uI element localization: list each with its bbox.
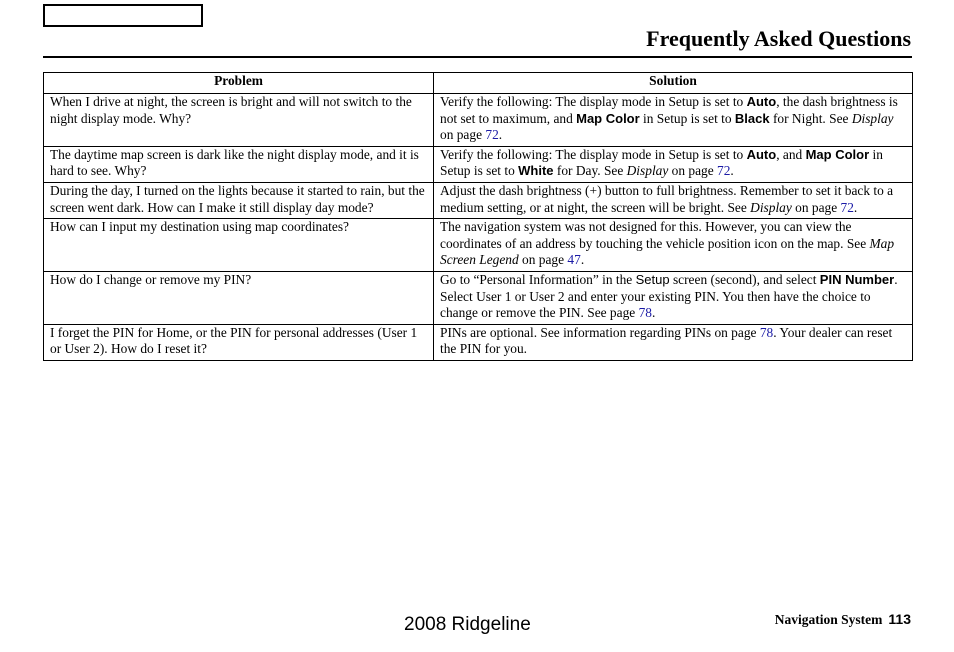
problem-cell: I forget the PIN for Home, or the PIN for personal addresses (User 1 or User 2). How do I reset it? — [44, 324, 434, 360]
section-reference: Display — [750, 199, 792, 215]
page-link[interactable]: 47 — [567, 252, 581, 268]
solution-text: on page — [440, 127, 486, 143]
solution-cell — [434, 219, 913, 272]
problem-cell: The daytime map screen is dark like the night display mode, and it is hard to see. Why? — [44, 146, 434, 182]
page-link[interactable]: 72 — [485, 127, 499, 143]
solution-text: in Setup is set to — [639, 110, 735, 126]
section-reference: Map Screen Legend — [440, 235, 895, 268]
table-row — [44, 271, 913, 324]
solution-text: in Setup is set to — [440, 146, 883, 179]
solution-text: . — [853, 199, 858, 215]
table-row — [44, 146, 913, 182]
page-number: 113 — [888, 611, 911, 627]
section-reference: Display — [626, 163, 669, 179]
table-row — [44, 219, 913, 272]
section-reference: Display — [851, 110, 894, 126]
vehicle-model-label: 2008 Ridgeline — [404, 614, 531, 635]
page-title: Frequently Asked Questions — [646, 26, 911, 51]
solution-text: , and — [776, 146, 806, 162]
solution-text: PINs are optional. See information regarding PINs on page — [440, 324, 760, 340]
solution-text: Adjust the dash brightness (+) button to full brightness. Remember to set it back to a medium setting, or at night, the screen will be bright. See — [440, 182, 894, 215]
solution-text: , the dash brightness is not set to maximum, and — [440, 94, 898, 126]
problem-cell: When I drive at night, the screen is bright and will not switch to the night display mode. Why? — [44, 94, 434, 147]
column-header-solution: Solution — [434, 73, 913, 94]
solution-text: Verify the following: The display mode in Setup is set to — [440, 146, 747, 162]
table-row — [44, 182, 913, 218]
solution-text: on page — [668, 163, 718, 179]
setting-keyword: Auto — [746, 94, 777, 109]
solution-cell — [434, 324, 913, 360]
solution-cell — [434, 94, 913, 147]
page-link[interactable]: 78 — [759, 324, 774, 340]
solution-text: Go to “Personal Information” in the — [440, 271, 636, 287]
column-header-problem: Problem — [44, 73, 434, 94]
solution-text: The navigation system was not designed for this. However, you can view the coordinates of an address by touching the vehicle position icon on the map. See — [440, 219, 870, 251]
solution-text: on page — [518, 252, 568, 268]
title-divider — [43, 56, 912, 58]
problem-cell: How can I input my destination using map coordinates? — [44, 219, 434, 272]
setting-keyword: Setup — [635, 271, 670, 287]
solution-text: . Your dealer can reset the PIN for you. — [440, 324, 893, 357]
setting-keyword: Map Color — [576, 110, 640, 126]
section-name: Navigation System — [774, 612, 883, 627]
solution-text: on page — [791, 199, 841, 215]
faq-table — [43, 72, 913, 361]
solution-text: for Night. See — [769, 110, 852, 126]
solution-text: . — [580, 252, 585, 268]
solution-cell — [434, 182, 913, 218]
table-row — [44, 94, 913, 147]
footer-section — [775, 611, 911, 628]
corner-frame — [43, 4, 203, 27]
setting-keyword: PIN Number — [819, 271, 895, 287]
problem-cell: How do I change or remove my PIN? — [44, 271, 434, 324]
solution-cell — [434, 146, 913, 182]
table-row — [44, 324, 913, 360]
page-link[interactable]: 78 — [638, 305, 652, 321]
setting-keyword: Black — [734, 110, 770, 126]
setting-keyword: Map Color — [805, 146, 870, 162]
solution-text: screen (second), and select — [669, 271, 820, 287]
solution-text: . — [498, 127, 503, 143]
problem-cell: During the day, I turned on the lights because it started to rain, but the screen went dark. How can I make it still display day mode? — [44, 182, 434, 218]
setting-keyword: Auto — [746, 146, 777, 162]
solution-text: for Day. See — [553, 163, 627, 179]
table-header-row — [44, 73, 913, 94]
solution-text: . Select User 1 or User 2 and enter your existing PIN. You then have the choice to change or remove the PIN. See page — [440, 271, 898, 321]
solution-text: Verify the following: The display mode in Setup is set to — [440, 94, 747, 109]
solution-text: . — [651, 305, 656, 321]
solution-cell — [434, 271, 913, 324]
page-link[interactable]: 72 — [840, 199, 854, 215]
solution-text: . — [730, 163, 734, 179]
page-link[interactable]: 72 — [717, 163, 731, 179]
setting-keyword: White — [518, 163, 554, 179]
